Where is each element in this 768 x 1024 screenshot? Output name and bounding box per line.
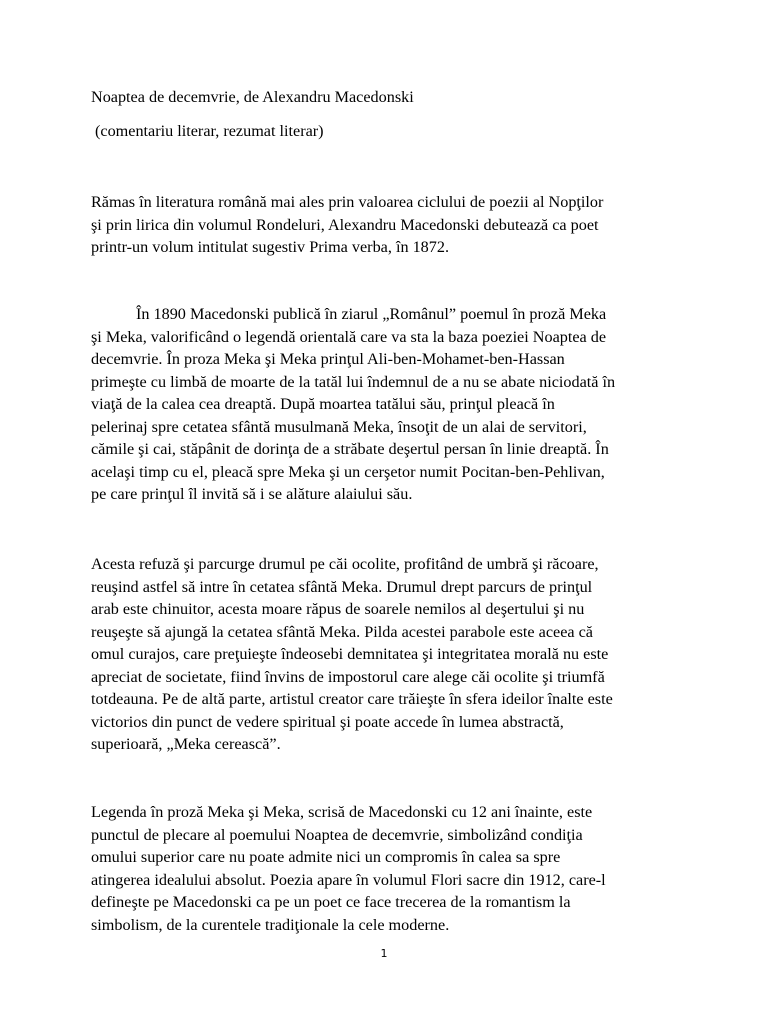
paragraph-line: decemvrie. În proza Meka şi Meka prinţul Ali-ben-Mohamet-ben-Hassan [91, 350, 565, 368]
paragraph-line: Legenda în proză Meka şi Meka, scrisă de Macedonski cu 12 ani înainte, este [91, 803, 593, 821]
document-title: Noaptea de decemvrie, de Alexandru Macedonski [91, 88, 414, 106]
paragraph-line: punctul de plecare al poemului Noaptea de decemvrie, simbolizând condiţia [91, 825, 583, 844]
paragraph-line: atingerea idealului absolut. Poezia apare în volumul Flori sacre din 1912, care-l [91, 870, 606, 889]
paragraph-1 [91, 191, 711, 259]
paragraph-line: reuşind astfel să intre în cetatea sfântă Meka. Drumul drept parcurs de prinţul [91, 577, 593, 596]
paragraph-line: acelaşi timp cu el, pleacă spre Meka şi un cerşetor numit Pocitan-ben-Pehlivan, [91, 462, 605, 481]
paragraph-line: pe care prinţul îl invită să i se alăture alaiului său. [91, 485, 413, 503]
paragraph-line: totdeauna. Pe de altă parte, artistul creator care trăieşte în sfera ideilor înalte este [91, 690, 613, 708]
paragraph-line: cămile şi cai, stăpânit de dorinţa de a străbate deşertul persan în linie dreaptă. În [91, 440, 609, 458]
paragraph-line: primeşte cu limbă de moarte de la tatăl lui îndemnul de a nu se abate niciodată în [91, 372, 616, 391]
paragraph-3 [91, 553, 711, 756]
paragraph-line: apreciat de societate, fiind învins de impostorul care alege căi ocolite şi triumfă [91, 667, 605, 686]
paragraph-line: omul curajos, care preţuieşte îndeosebi demnitatea şi integritatea morală nu este [91, 645, 609, 663]
paragraph-line: reuşeşte să ajungă la cetatea sfântă Meka. Pilda acestei parabole este aceea că [91, 622, 593, 641]
paragraph-line: omului superior care nu poate admite nici un compromis în calea sa spre [91, 848, 561, 866]
paragraph-line: pelerinaj spre cetatea sfântă musulmană Meka, însoţit de un alai de servitori, [91, 417, 587, 436]
paragraph-line: printr-un volum intitulat sugestiv Prima verba, în 1872. [91, 238, 450, 256]
paragraph-line-indented [91, 303, 711, 326]
paragraph-line: superioară, „Meka cerească”. [91, 735, 281, 753]
paragraph-line: defineşte pe Macedonski ca pe un poet ce face trecerea de la romantism la [91, 893, 571, 911]
paragraph-line: şi prin lirica din volumul Rondeluri, Alexandru Macedonski debutează ca poet [91, 215, 599, 234]
document-subtitle: (comentariu literar, rezumat literar) [95, 122, 324, 140]
paragraph-line-text: În 1890 Macedonski publică în ziarul „Românul” poemul în proză Meka [136, 305, 607, 323]
paragraph-line: viaţă de la calea cea dreaptă. După moartea tatălui său, prinţul pleacă în [91, 395, 555, 413]
paragraph-line: Rămas în literatura română mai ales prin valoarea ciclului de poezii al Nopţilor [91, 193, 604, 211]
paragraph-line: şi Meka, valorificând o legendă orientală care va sta la baza poeziei Noaptea de [91, 327, 607, 346]
paragraph-line: victorios din punct de vedere spiritual şi poate accede în lumea abstractă, [91, 712, 564, 731]
paragraph-line: Acesta refuză şi parcurge drumul pe căi ocolite, profitând de umbră şi răcoare, [91, 555, 599, 573]
paragraph-line: arab este chinuitor, acesta moare răpus de soarele nemilos al deşertului şi nu [91, 600, 585, 618]
paragraph-2 [91, 303, 711, 506]
paragraph-4 [91, 801, 711, 936]
paragraph-line: simbolism, de la curentele tradiţionale la cele moderne. [91, 915, 450, 934]
page-number: 1 [380, 947, 388, 960]
